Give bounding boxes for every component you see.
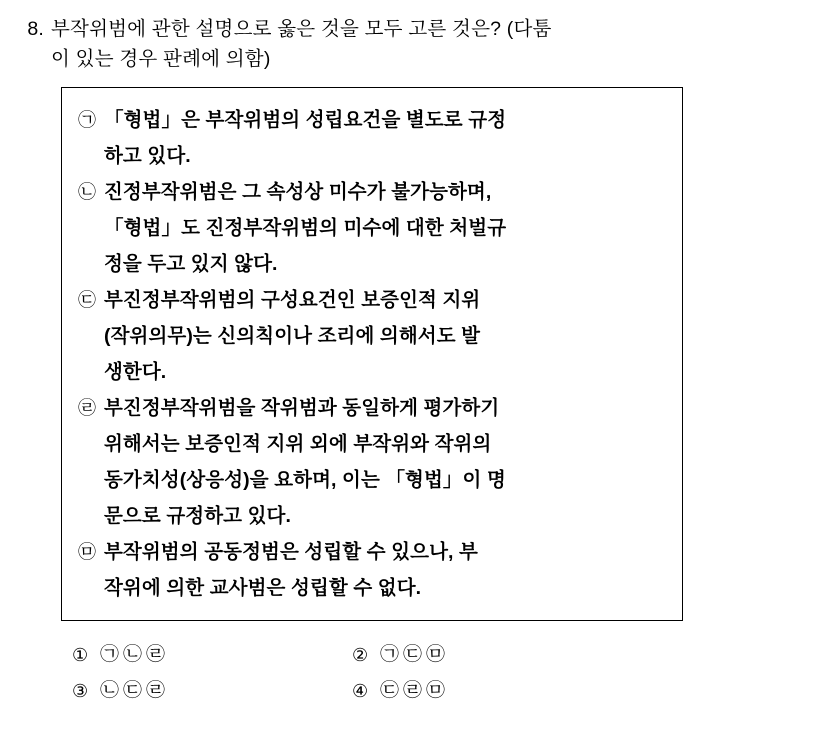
choice-number: ③ [72,681,89,701]
statement-line: 진정부작위범은 그 속성상 미수가 불가능하며, [104,181,492,203]
statement-item [78,102,664,174]
question-line: 이 있는 경우 판례에 의함) [51,48,271,70]
statement-body [104,102,664,174]
question-text [51,14,751,74]
statement-item [78,174,664,282]
choice-number: ① [72,645,89,665]
choice-row [72,673,632,709]
statement-item [78,282,664,390]
choice-number: ④ [352,681,369,701]
statement-body [104,390,664,534]
statement-marker: ㉤ [78,542,97,562]
statement-body [104,174,664,282]
statement-line: (작위의무)는 신의칙이나 조리에 의해서도 발 [104,325,481,347]
statement-body [104,534,664,606]
question-number: 8. [27,18,44,40]
statement-line: 위해서는 보증인적 지위 외에 부작위와 작위의 [104,433,492,455]
statement-line: 정을 두고 있지 않다. [104,253,278,275]
statement-item [78,534,664,606]
choice-row [72,637,632,673]
choice-label: ㉠㉡㉣ [100,644,170,665]
statement-line: 문으로 규정하고 있다. [104,505,291,527]
statement-line: 작위에 의한 교사범은 성립할 수 없다. [104,577,422,599]
statement-marker: ㉢ [78,290,97,310]
choice-option-1[interactable] [72,637,352,673]
statement-item [78,390,664,534]
choice-label: ㉡㉢㉣ [100,680,170,701]
statement-line: 부작위범의 공동정범은 성립할 수 있으나, 부 [104,541,478,563]
question-line: 부작위범에 관한 설명으로 옳은 것을 모두 고른 것은? (다툼 [51,18,552,40]
statement-line: 「형법」은 부작위범의 성립요건을 별도로 규정 [104,109,507,131]
statement-line: 「형법」도 진정부작위범의 미수에 대한 처벌규 [104,217,507,239]
choice-label: ㉢㉣㉤ [380,680,450,701]
choice-number: ② [352,645,369,665]
statement-marker: ㉡ [78,182,97,202]
choice-option-3[interactable] [72,673,352,709]
choice-label: ㉠㉢㉤ [380,644,450,665]
statement-body [104,282,664,390]
statements-box [61,87,683,621]
statement-marker: ㉠ [78,110,97,130]
question-stem [14,14,808,74]
statement-line: 부진정부작위범을 작위범과 동일하게 평가하기 [104,397,500,419]
statement-line: 동가치성(상응성)을 요하며, 이는 「형법」이 명 [104,469,506,491]
statement-line: 하고 있다. [104,145,191,167]
answer-choices [72,637,632,709]
statement-line: 생한다. [104,361,167,383]
choice-option-4[interactable] [352,673,632,709]
statement-marker: ㉣ [78,398,97,418]
choice-option-2[interactable] [352,637,632,673]
statement-line: 부진정부작위범의 구성요건인 보증인적 지위 [104,289,481,311]
